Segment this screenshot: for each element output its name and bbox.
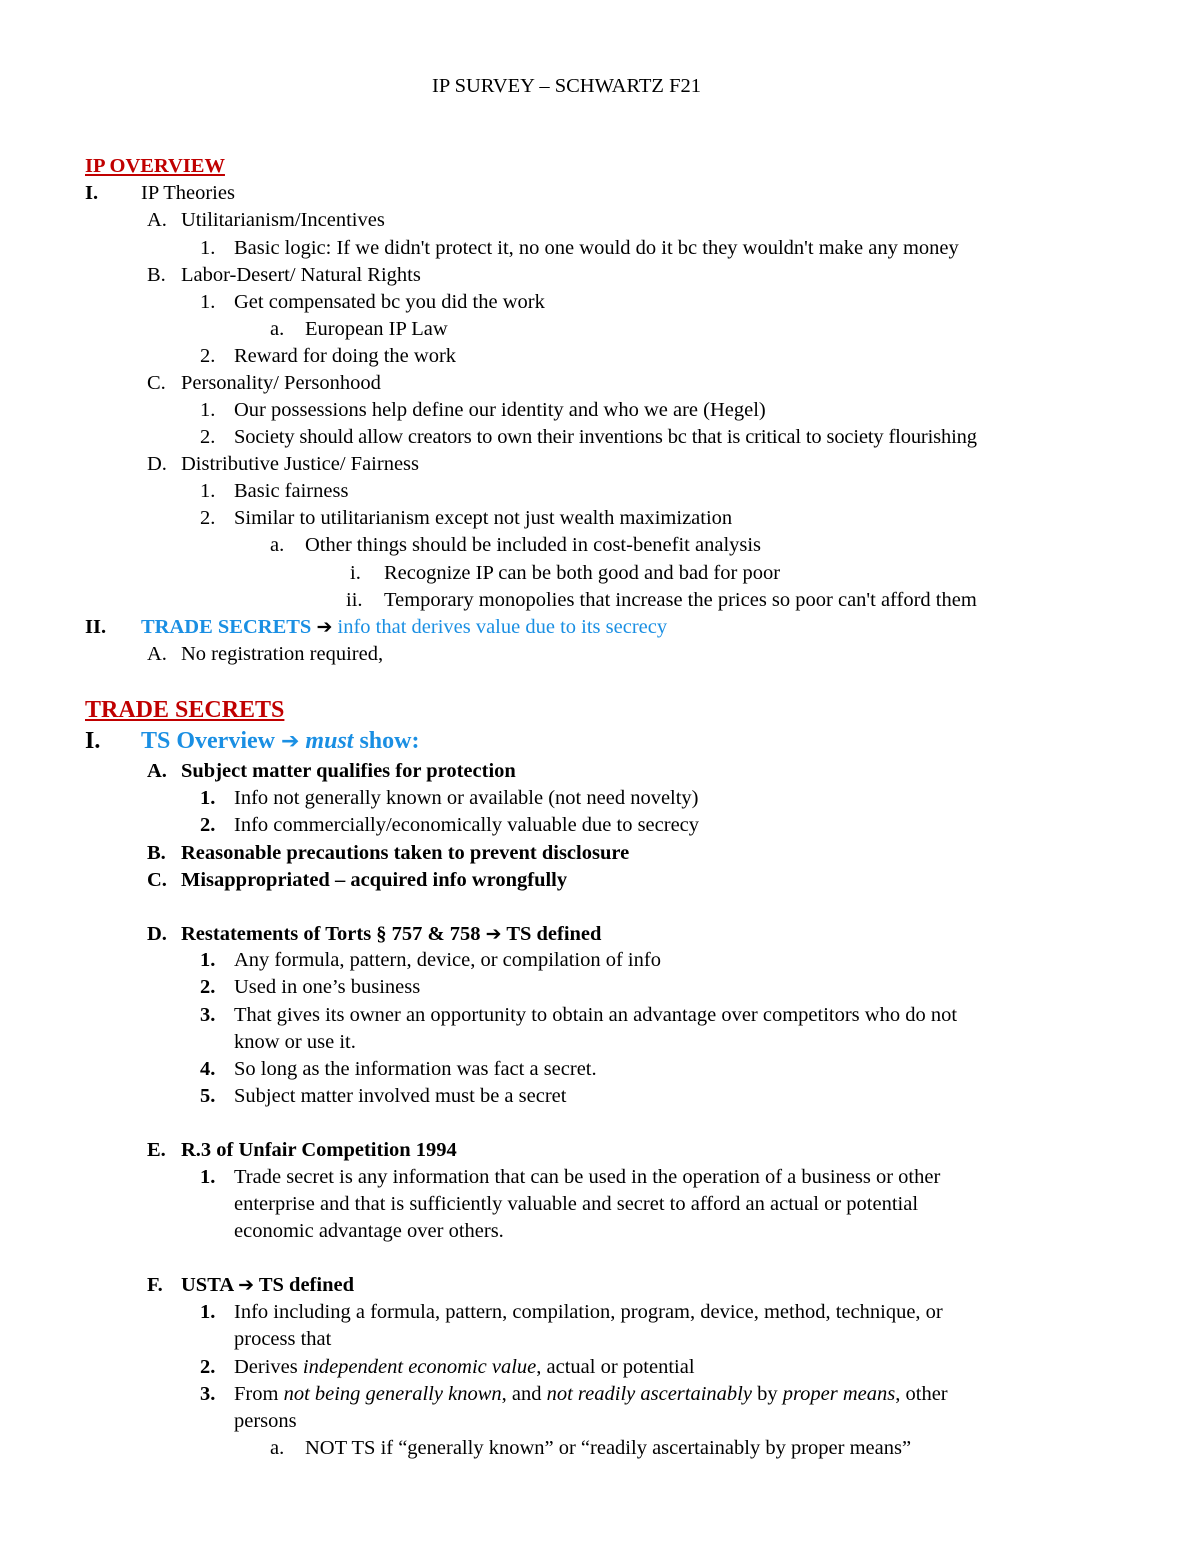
outline-text: Society should allow creators to own their inventions bc that is critical to society flourishing (234, 426, 977, 448)
outline-text (181, 1272, 354, 1298)
section-heading-ip-overview: IP OVERVIEW (85, 155, 225, 177)
outline-text-continued: process that (234, 1328, 332, 1350)
trade-secrets-definition: info that derives value due to its secrecy (337, 616, 668, 638)
outline-marker: I. (85, 182, 99, 204)
outline-marker: B. (147, 842, 166, 864)
outline-marker: F. (147, 1274, 163, 1296)
outline-text (181, 921, 601, 947)
outline-marker: 3. (200, 1383, 216, 1405)
outline-text: So long as the information was fact a secret. (234, 1058, 597, 1080)
outline-marker: A. (147, 643, 167, 665)
outline-text: Trade secret is any information that can be used in the operation of a business or other (234, 1166, 941, 1188)
text-run: , other (895, 1383, 948, 1405)
outline-marker: 2. (200, 976, 216, 998)
outline-marker: A. (147, 209, 167, 231)
outline-text: Our possessions help define our identity and who we are (Hegel) (234, 399, 766, 421)
outline-text: Labor-Desert/ Natural Rights (181, 264, 421, 286)
outline-text: Basic logic: If we didn't protect it, no one would do it bc they wouldn't make any money (234, 237, 959, 259)
right-arrow-icon: ➔ (485, 923, 502, 945)
section-heading-trade-secrets: TRADE SECRETS (85, 697, 285, 723)
outline-text-continued: persons (234, 1410, 297, 1432)
outline-text (234, 1354, 695, 1380)
outline-text: Personality/ Personhood (181, 372, 381, 394)
emphasis-text: independent economic value (302, 1356, 537, 1378)
outline-marker: 1. (200, 949, 216, 971)
outline-marker: 4. (200, 1058, 216, 1080)
outline-marker: 2. (200, 814, 216, 836)
right-arrow-icon: ➔ (280, 729, 300, 754)
outline-text: Recognize IP can be both good and bad for poor (384, 562, 781, 584)
outline-marker: II. (85, 616, 107, 638)
outline-text-continued: enterprise and that is sufficiently valuable and secret to afford an actual or potential (234, 1193, 919, 1215)
outline-text: Similar to utilitarianism except not just wealth maximization (234, 507, 733, 529)
text-run: Derives (234, 1356, 298, 1378)
outline-marker: C. (147, 869, 167, 891)
outline-text: Subject matter involved must be a secret (234, 1085, 567, 1107)
outline-marker: 2. (200, 426, 216, 448)
outline-text: Distributive Justice/ Fairness (181, 453, 420, 475)
outline-text-continued: know or use it. (234, 1031, 356, 1053)
usta-label: USTA (181, 1274, 234, 1296)
outline-text: Reward for doing the work (234, 345, 457, 367)
outline-marker: C. (147, 372, 166, 394)
outline-text (234, 1381, 948, 1407)
outline-marker: I. (85, 728, 101, 754)
text-run: , and (501, 1383, 542, 1405)
outline-marker: 2. (200, 507, 216, 529)
outline-text (141, 614, 667, 640)
emphasis-text: not being generally known (283, 1383, 502, 1405)
outline-marker: D. (147, 923, 167, 945)
restatements-label: Restatements of Torts § 757 & 758 (181, 923, 481, 945)
outline-marker: A. (147, 760, 167, 782)
right-arrow-icon: ➔ (238, 1274, 255, 1296)
outline-text: Get compensated bc you did the work (234, 291, 545, 313)
outline-text: Any formula, pattern, device, or compilation of info (234, 949, 661, 971)
outline-marker: 1. (200, 787, 216, 809)
emphasis-text: not readily ascertainably (546, 1383, 752, 1405)
usta-defined: TS defined (258, 1274, 354, 1296)
outline-text: Reasonable precautions taken to prevent disclosure (181, 842, 630, 864)
outline-marker: a. (270, 534, 285, 556)
outline-text: Basic fairness (234, 480, 349, 502)
text-run: by (757, 1383, 778, 1405)
outline-marker: 1. (200, 1301, 216, 1323)
outline-text: Used in one’s business (234, 976, 421, 998)
outline-text: That gives its owner an opportunity to obtain an advantage over competitors who do not (234, 1004, 958, 1026)
outline-marker: D. (147, 453, 167, 475)
outline-text: Utilitarianism/Incentives (181, 209, 385, 231)
ts-overview-label: TS Overview (141, 728, 275, 754)
text-run: , actual or potential (536, 1356, 695, 1378)
trade-secrets-label: TRADE SECRETS (141, 616, 312, 638)
outline-marker: 1. (200, 399, 216, 421)
outline-text: R.3 of Unfair Competition 1994 (181, 1139, 457, 1161)
outline-marker: ii. (346, 589, 363, 611)
outline-text: Info commercially/economically valuable due to secrecy (234, 814, 700, 836)
document-title: IP SURVEY – SCHWARTZ F21 (432, 75, 701, 97)
text-run: From (234, 1383, 279, 1405)
outline-marker: a. (270, 1437, 285, 1459)
outline-marker: 2. (200, 345, 216, 367)
outline-text: European IP Law (305, 318, 448, 340)
emphasis-text: proper means (782, 1383, 896, 1405)
outline-marker: 1. (200, 237, 216, 259)
outline-marker: B. (147, 264, 166, 286)
restatements-defined: TS defined (506, 923, 602, 945)
outline-marker: 1. (200, 1166, 216, 1188)
outline-marker: a. (270, 318, 285, 340)
outline-marker: 5. (200, 1085, 216, 1107)
outline-marker: 1. (200, 291, 216, 313)
outline-text: Info including a formula, pattern, compilation, program, device, method, technique, or (234, 1301, 943, 1323)
outline-text: Misappropriated – acquired info wrongfully (181, 869, 568, 891)
ts-overview-must: must (305, 728, 354, 754)
outline-marker: i. (350, 562, 361, 584)
outline-marker: 1. (200, 480, 216, 502)
outline-text: No registration required, (181, 643, 384, 665)
outline-marker: 3. (200, 1004, 216, 1026)
outline-marker: E. (147, 1139, 166, 1161)
ts-overview-show: show: (359, 728, 420, 754)
right-arrow-icon: ➔ (316, 616, 333, 638)
outline-text: Subject matter qualifies for protection (181, 760, 516, 782)
outline-text (141, 728, 419, 755)
outline-text: Other things should be included in cost-benefit analysis (305, 534, 762, 556)
outline-text: NOT TS if “generally known” or “readily ascertainably by proper means” (305, 1437, 912, 1459)
outline-text-continued: economic advantage over others. (234, 1220, 504, 1242)
outline-marker: 2. (200, 1356, 216, 1378)
outline-text: IP Theories (141, 182, 235, 204)
outline-text: Info not generally known or available (not need novelty) (234, 787, 699, 809)
outline-text: Temporary monopolies that increase the prices so poor can't afford them (384, 589, 977, 611)
